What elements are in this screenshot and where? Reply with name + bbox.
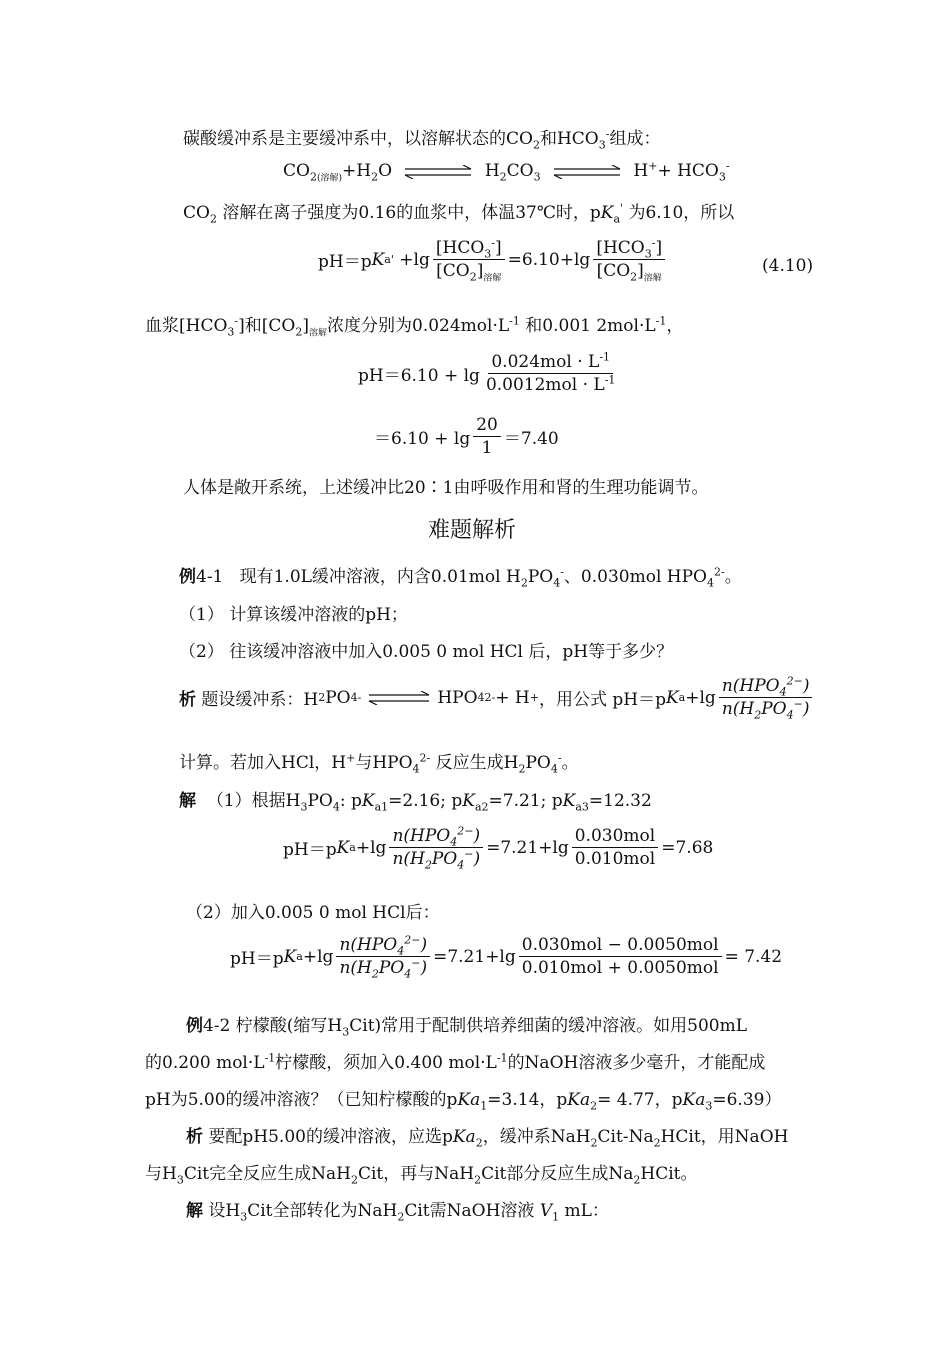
equilibrium-arrow-icon (403, 165, 473, 179)
section-title: 难题解析 (428, 518, 517, 543)
equation-4-10: pH＝p K a ' +lg $[HCO_3^-]$ $[CO_2]_{溶解}$ =6.10+lg $[HCO_3^-]$ $[CO_2]_{溶解}$ (318, 238, 668, 281)
analysis-4-2-line-2: 与$H_3Cit$完全反应生成NaH$_2$Cit，再与NaH$_2$Cit部分反应生成$Na_2HCit$。 (145, 1164, 698, 1187)
equilibrium-arrow-icon (552, 165, 622, 179)
question-1: （1） 计算该缓冲溶液的pH； (179, 605, 408, 625)
analysis-4-1: 析 题设缓冲系：H 2 PO 4 - HPO 4 2- + H + ，用公式 pH＝p K a +lg $n(HPO_4^{2-})$ $n(H_2PO_4^-)$ (179, 676, 815, 719)
summary-line: 人体是敞开系统，上述缓冲比20∶1由呼吸作用和肾的生理功能调节。 (183, 478, 709, 498)
equilibrium-equation: $CO_{2(溶解)}+H_2O$ $H_2CO_3$ $H^++ HCO_3^-$ (283, 159, 730, 184)
equilibrium-arrow-icon (367, 691, 431, 705)
example-4-1: 例4-1 现有1.0L缓冲溶液，内含0.01mol $H_2PO_4^-$、0.030mol $HPO_4^{2-}$。 (179, 565, 742, 590)
analysis-4-2-line-1: 析 要配pH5.00的缓冲溶液，应选pKa$_2$，缓冲系$NaH_2Cit-Na_2HCit$，用NaOH (186, 1127, 789, 1150)
concentration-line: 血浆$[HCO_3^-]$和$[CO_2]_{溶解}$浓度分别为$0.024mol\cdot L^{-1}$ 和0.001 $2mol\cdot L^{-1}$， (145, 314, 684, 339)
ph-calculation-2: ＝6.10 + lg 20 1 ＝7.40 (374, 415, 559, 458)
example-4-2-line-3: pH为5.00的缓冲溶液？（已知柠檬酸的pKa$_1$=3.14，pKa$_2$= 4.77，pKa$_3$=6.39） (145, 1090, 782, 1113)
intro-line: 碳酸缓冲系是主要缓冲系中，以溶解状态的$CO_2$和$HCO_3^-$组成： (183, 127, 661, 152)
analysis-4-1-continued: 计算。若加入HCl，H+与$HPO_4^{2-}$ 反应生成$H_2PO_4^-$。 (179, 751, 579, 776)
solution-4-1: 解 （1）根据$H_3PO_4$: $pK_{a1}=2.16$; $pK_{a2}=7.21$; $pK_{a3}=12.32$ (179, 791, 652, 814)
solution-4-2: 解 设$H_3Cit$全部转化为NaH$_2$Cit需NaOH溶液 $V_1$ mL： (186, 1201, 609, 1224)
condition-line: $CO_2$ 溶解在离子强度为0.16的血浆中，体温37℃时，$pK_a'$ 为6.10，所以 (183, 201, 735, 226)
ph-calculation-1: pH＝6.10 + lg $0.024mol \cdot L^{-1}$ $0.0012mol \cdot L^{-1}$ (358, 350, 616, 395)
part-2-heading: （2）加入0.005 0 mol HCl后： (186, 903, 440, 923)
equation-label: (4.10) (762, 256, 814, 276)
example-4-2-line-1: 例4-2 柠檬酸(缩写$H_3Cit$)常用于配制供培养细菌的缓冲溶液。如用500mL (186, 1016, 748, 1039)
ph-equation-part-1: pH＝p K a +lg $n(HPO_4^{2-})$ $n(H_2PO_4^-)$ =7.21+lg 0.030mol 0.010mol =7.68 (283, 824, 714, 872)
ph-equation-part-2: pH＝p K a +lg $n(HPO_4^{2-})$ $n(H_2PO_4^-)$ =7.21+lg 0.030mol − 0.0050mol 0.010mol + 0.0050mol = 7.42 (230, 933, 783, 981)
example-4-2-line-2: 的0.200 $mol\cdot L^{-1}$柠檬酸，须加入0.400 $mol\cdot L^{-1}$的NaOH溶液多少毫升，才能配成 (145, 1051, 766, 1073)
question-2: （2） 往该缓冲溶液中加入0.005 0 mol HCl 后，pH等于多少？ (179, 642, 674, 662)
